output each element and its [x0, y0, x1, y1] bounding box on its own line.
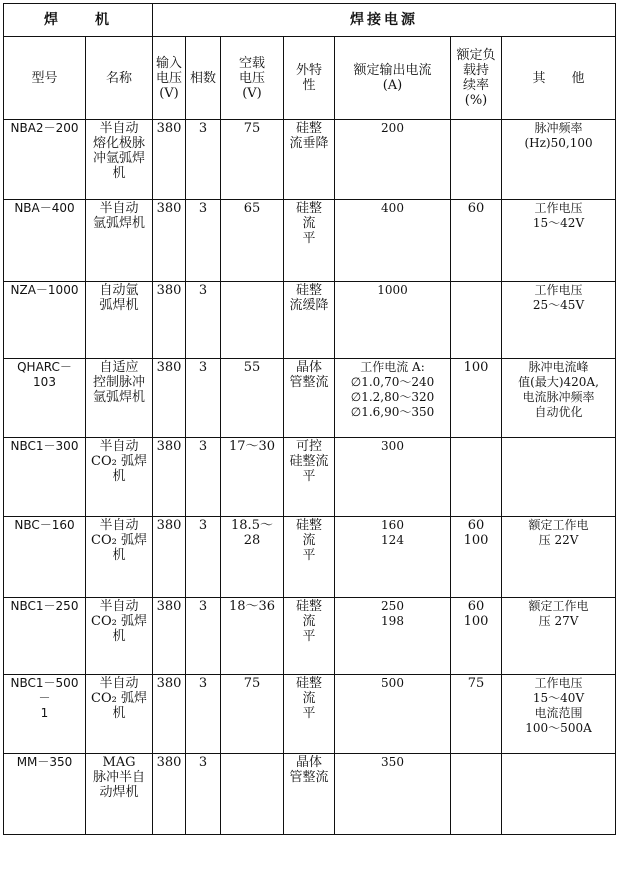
col-header-other: 其 他 [502, 37, 616, 120]
cell-characteristic: 硅整 流 平 [284, 675, 335, 754]
cell-model: NBC1－250 [4, 598, 86, 675]
cell-model: NBC－160 [4, 517, 86, 598]
cell-phase: 3 [186, 359, 221, 438]
cell-other [502, 754, 616, 835]
col-header-phase: 相数 [186, 37, 221, 120]
cell-noload-voltage [221, 754, 284, 835]
cell-model: NBA2－200 [4, 120, 86, 200]
cell-input-voltage: 380 [153, 517, 186, 598]
table-row [4, 517, 616, 598]
cell-model: NBC1－300 [4, 438, 86, 517]
cell-name: 自动氩 弧焊机 [86, 282, 153, 359]
cell-name: 半自动 熔化极脉 冲氩弧焊 机 [86, 120, 153, 200]
cell-duty-cycle [451, 438, 502, 517]
table-row [4, 754, 616, 835]
cell-characteristic: 硅整 流 平 [284, 517, 335, 598]
column-header-row [4, 37, 616, 120]
table-row [4, 675, 616, 754]
cell-other: 工作电压 15～42V [502, 200, 616, 282]
cell-phase: 3 [186, 120, 221, 200]
cell-rated-current: 350 [335, 754, 451, 835]
cell-input-voltage: 380 [153, 598, 186, 675]
cell-noload-voltage: 55 [221, 359, 284, 438]
cell-name: 自适应 控制脉冲 氩弧焊机 [86, 359, 153, 438]
cell-phase: 3 [186, 675, 221, 754]
cell-other: 工作电压 15～40V 电流范围 100～500A [502, 675, 616, 754]
group-header-row [4, 4, 616, 37]
table-row [4, 438, 616, 517]
cell-duty-cycle: 60 100 [451, 598, 502, 675]
cell-rated-current: 1000 [335, 282, 451, 359]
welder-spec-table [3, 3, 616, 835]
group-header-welder: 焊 机 [4, 4, 153, 37]
cell-model: NZA－1000 [4, 282, 86, 359]
cell-name: 半自动 CO₂ 弧焊 机 [86, 675, 153, 754]
cell-other: 脉冲电流峰 值(最大)420A, 电流脉冲频率 自动优化 [502, 359, 616, 438]
col-header-characteristic: 外特 性 [284, 37, 335, 120]
cell-input-voltage: 380 [153, 282, 186, 359]
cell-noload-voltage: 75 [221, 120, 284, 200]
cell-duty-cycle: 100 [451, 359, 502, 438]
cell-duty-cycle: 60 100 [451, 517, 502, 598]
cell-phase: 3 [186, 754, 221, 835]
cell-duty-cycle: 60 [451, 200, 502, 282]
cell-model: QHARC－ 103 [4, 359, 86, 438]
col-header-name: 名称 [86, 37, 153, 120]
cell-input-voltage: 380 [153, 359, 186, 438]
cell-model: NBC1－500－ 1 [4, 675, 86, 754]
table-row [4, 282, 616, 359]
cell-duty-cycle [451, 754, 502, 835]
cell-characteristic: 硅整 流 平 [284, 598, 335, 675]
col-header-rated-current: 额定输出电流 (A) [335, 37, 451, 120]
cell-rated-current: 500 [335, 675, 451, 754]
cell-noload-voltage [221, 282, 284, 359]
cell-duty-cycle: 75 [451, 675, 502, 754]
cell-rated-current: 160 124 [335, 517, 451, 598]
col-header-noload-voltage: 空载 电压 (V) [221, 37, 284, 120]
cell-name: 半自动 CO₂ 弧焊 机 [86, 598, 153, 675]
cell-rated-current: 250 198 [335, 598, 451, 675]
cell-phase: 3 [186, 438, 221, 517]
table-row [4, 598, 616, 675]
cell-other [502, 438, 616, 517]
cell-characteristic: 晶体 管整流 [284, 359, 335, 438]
cell-characteristic: 晶体 管整流 [284, 754, 335, 835]
cell-name: 半自动 氩弧焊机 [86, 200, 153, 282]
cell-noload-voltage: 65 [221, 200, 284, 282]
cell-input-voltage: 380 [153, 200, 186, 282]
cell-characteristic: 硅整 流垂降 [284, 120, 335, 200]
cell-duty-cycle [451, 120, 502, 200]
cell-other: 脉冲频率 (Hz)50,100 [502, 120, 616, 200]
cell-phase: 3 [186, 282, 221, 359]
cell-input-voltage: 380 [153, 120, 186, 200]
cell-input-voltage: 380 [153, 675, 186, 754]
cell-characteristic: 硅整 流缓降 [284, 282, 335, 359]
cell-name: MAG 脉冲半自 动焊机 [86, 754, 153, 835]
cell-name: 半自动 CO₂ 弧焊 机 [86, 438, 153, 517]
cell-noload-voltage: 17～30 [221, 438, 284, 517]
cell-other: 工作电压 25～45V [502, 282, 616, 359]
cell-rated-current: 工作电流 A: ∅1.0,70～240 ∅1.2,80～320 ∅1.6,90～350 [335, 359, 451, 438]
cell-rated-current: 300 [335, 438, 451, 517]
col-header-input-voltage: 输入 电压 (V) [153, 37, 186, 120]
cell-noload-voltage: 18.5～ 28 [221, 517, 284, 598]
cell-duty-cycle [451, 282, 502, 359]
cell-noload-voltage: 18～36 [221, 598, 284, 675]
cell-other: 额定工作电 压 27V [502, 598, 616, 675]
table-row [4, 359, 616, 438]
col-header-model: 型号 [4, 37, 86, 120]
col-header-duty-cycle: 额定负 载持 续率 (%) [451, 37, 502, 120]
cell-other: 额定工作电 压 22V [502, 517, 616, 598]
cell-input-voltage: 380 [153, 754, 186, 835]
cell-phase: 3 [186, 200, 221, 282]
cell-noload-voltage: 75 [221, 675, 284, 754]
cell-rated-current: 400 [335, 200, 451, 282]
cell-name: 半自动 CO₂ 弧焊 机 [86, 517, 153, 598]
cell-phase: 3 [186, 598, 221, 675]
table-row [4, 200, 616, 282]
cell-rated-current: 200 [335, 120, 451, 200]
cell-phase: 3 [186, 517, 221, 598]
cell-input-voltage: 380 [153, 438, 186, 517]
group-header-power-source: 焊接电源 [153, 4, 616, 37]
table-row [4, 120, 616, 200]
cell-characteristic: 硅整 流 平 [284, 200, 335, 282]
cell-characteristic: 可控 硅整流 平 [284, 438, 335, 517]
cell-model: NBA－400 [4, 200, 86, 282]
cell-model: MM－350 [4, 754, 86, 835]
